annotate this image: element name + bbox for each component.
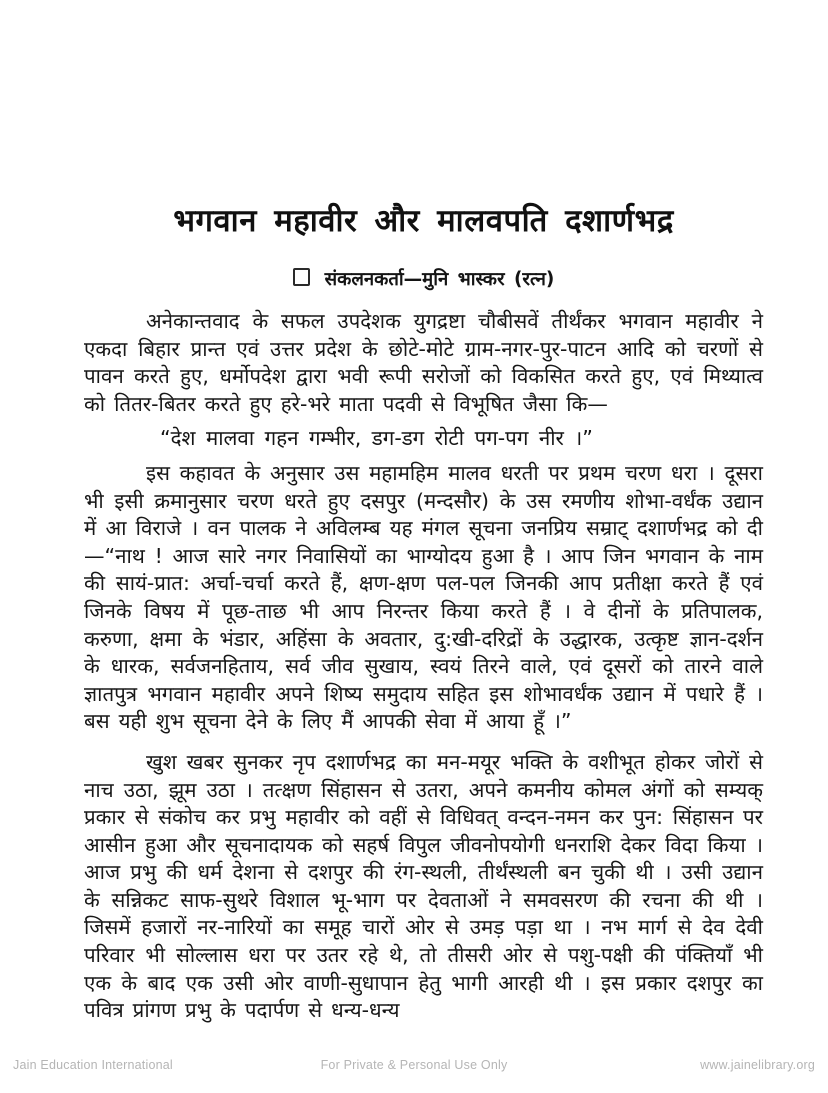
byline [84,266,763,291]
footer-usage-note: For Private & Personal Use Only [320,1058,508,1072]
byline-text: संकलनकर्ता—मुनि भास्कर (रत्न) [324,269,555,290]
footer-publisher: Jain Education International [13,1058,173,1072]
scan-footer [0,1058,828,1072]
square-bullet-icon [293,268,310,286]
page-content [84,0,763,1025]
paragraph: इस कहावत के अनुसार उस महामहिम मालव धरती पर प्रथम चरण धरा । दूसरा भी इसी क्रमानुसार चरण धरते हुए दसपुर (मन्दसौर) के उस रमणीय शोभा-वर्धंक उद्यान में आ विराजे । वन पालक ने अविलम्ब यह मंगल सूचना जनप्रिय सम्राट् दशार्णभद्र को दी—“नाथ ! आज सारे नगर निवासियों का भाग्योदय हुआ है । आप जिन भगवान के नाम की सायं-प्रात: अर्चा-चर्चा करते हैं, क्षण-क्षण पल-पल जिनकी आप प्रतीक्षा करते हैं एवं जिनके विषय में पूछ-ताछ भी आप निरन्तर किया करते हैं । वे दीनों के प्रतिपालक, करुणा, क्षमा के भंडार, अहिंसा के अवतार, दु:खी-दरिद्रों के उद्धारक, उत्कृष्ट ज्ञान-दर्शन के धारक, सर्वजनहिताय, सर्व जीव सुखाय, स्वयं तिरने वाले, एवं दूसरों को तारने वाले ज्ञातपुत्र भगवान महावीर अपने शिष्य समुदाय सहित इस शोभावर्धंक उद्यान में पधारे हैं । बस यही शुभ सूचना देने के लिए मैं आपकी सेवा में आया हूँ ।” [84,460,764,734]
page-title: भगवान महावीर और मालवपति दशार्णभद्र [173,203,674,239]
paragraph: अनेकान्तवाद के सफल उपदेशक युगद्रष्टा चौबीसवें तीर्थंकर भगवान महावीर ने एकदा बिहार प्रान्त एवं उत्तर प्रदेश के छोटे-मोटे ग्राम-नगर-पुर-पाटन आदि को चरणों से पावन करते हुए, धर्मोपदेश द्वारा भवी रूपी सरोजों को विकसित करते हुए, एवं मिथ्यात्व को तितर-बितर करते हुए हरे-भरे माता पदवी से विभूषित जैसा कि— [84,309,763,416]
verse-quote: “देश मालवा गहन गम्भीर, डग-डग रोटी पग-पग नीर ।” [160,426,593,451]
paragraph: खुश खबर सुनकर नृप दशार्णभद्र का मन-मयूर भक्ति के वशीभूत होकर जोरों से नाच उठा, झूम उठा । तत्क्षण सिंहासन से उतरा, अपने कमनीय कोमल अंगों को सम्यक् प्रकार से संकोच कर प्रभु महावीर को वहीं से विधिवत् वन्दन-नमन कर पुन: सिंहासन पर आसीन हुआ और सूचनादायक को सहर्ष विपुल जीवनोपयोगी धनराशि देकर विदा किया । आज प्रभु की धर्म देशना से दशपुर की रंग-स्थली, तीर्थंस्थली बन चुकी थी । उसी उद्यान के सन्निकट साफ-सुथरे विशाल भू-भाग पर देवताओं ने समवसरण की रचना की थी । जिसमें हजारों नर-नारियों का समूह चारों ओर से उमड़ पड़ा था । नभ मार्ग से देव देवी परिवार भी सोल्लास धरा पर उतर रहे थे, तो तीसरी ओर से पशु-पक्षी की पंक्तियाँ भी एक के बाद एक उसी ओर वाणी-सुधापान हेतु भागी आरही थी । इस प्रकार दशपुर का पवित्र प्रांगण प्रभु के पदार्पण से धन्य-धन्य [84,749,763,1023]
footer-website: www.jainelibrary.org [700,1058,815,1072]
